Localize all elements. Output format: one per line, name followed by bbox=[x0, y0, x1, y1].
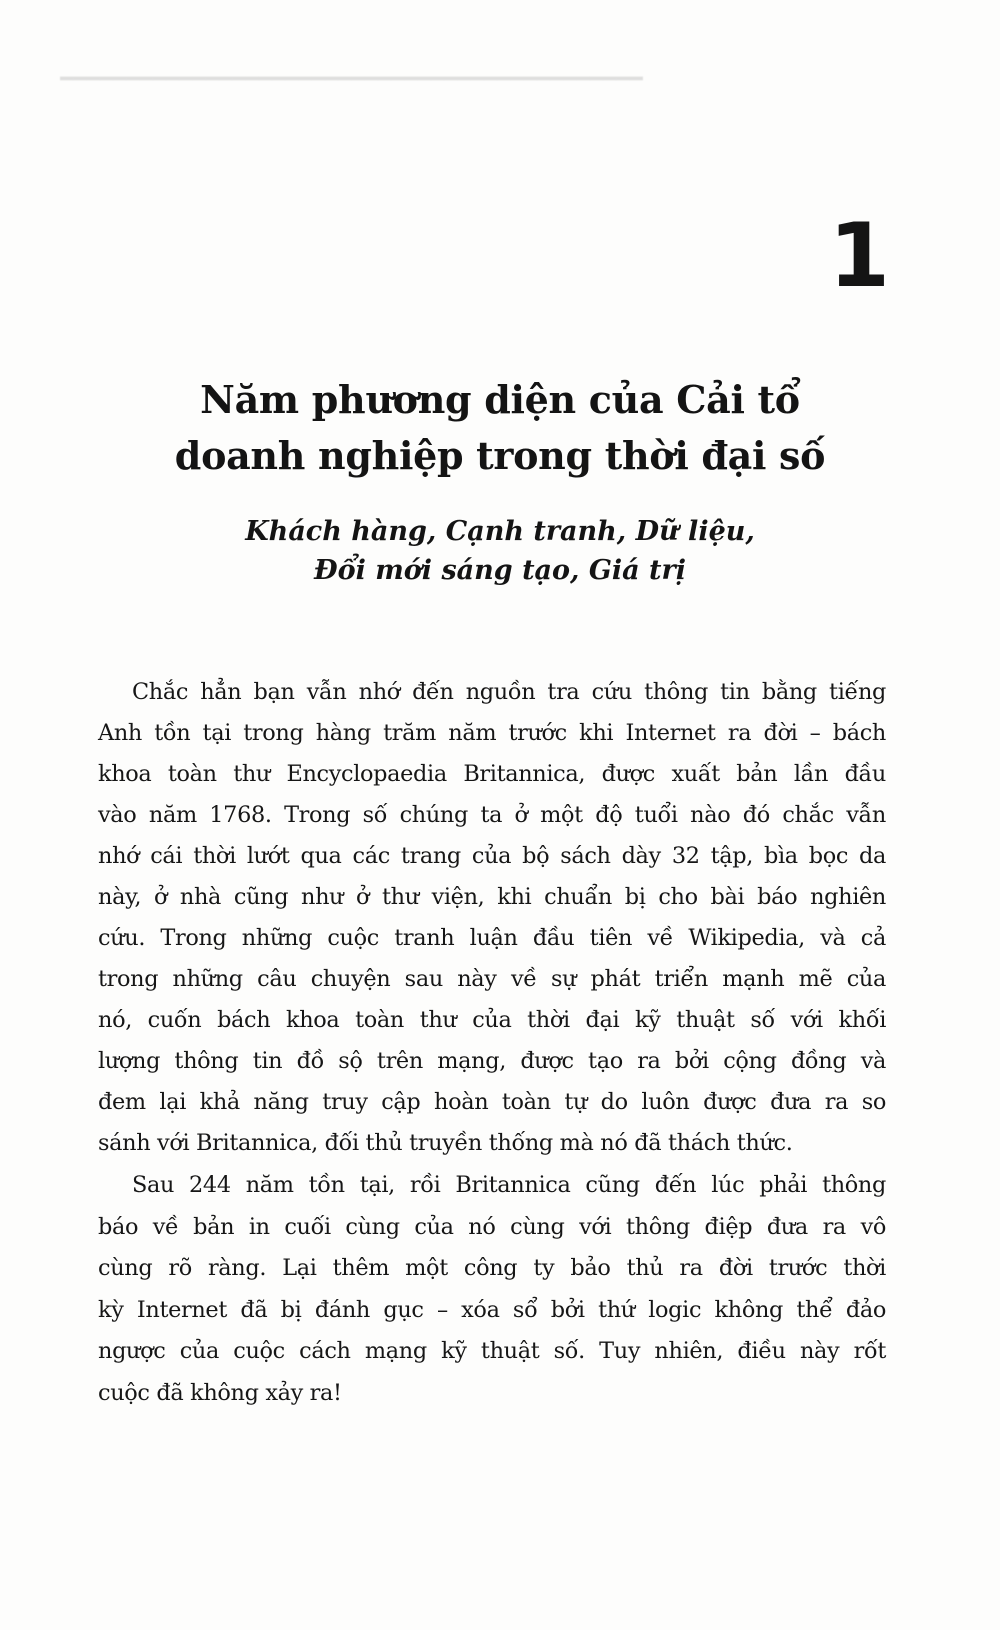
body-paragraph-2 bbox=[98, 1165, 886, 1414]
chapter-subtitle bbox=[180, 512, 820, 590]
text-line: Sau 244 năm tồn tại, rồi Britannica cũng đến lúc phải thông bbox=[132, 1172, 886, 1198]
chapter-title-line: doanh nghiệp trong thời đại số bbox=[174, 433, 826, 478]
chapter-number: 1 bbox=[828, 204, 890, 307]
text-line: vào năm 1768. Trong số chúng ta ở một độ tuổi nào đó chắc vẫn bbox=[98, 802, 886, 828]
bleed-through-text: ━━━━━━━━━━━━━━━━━━━━━━━━━━━━━━━━━━━━━━━━━━━━ bbox=[60, 66, 643, 91]
text-line: trong những câu chuyện sau này về sự phát triển mạnh mẽ của bbox=[98, 966, 886, 992]
text-line: sánh với Britannica, đối thủ truyền thống mà nó đã thách thức. bbox=[98, 1130, 793, 1156]
text-line: cuộc đã không xảy ra! bbox=[98, 1379, 342, 1406]
text-line: nó, cuốn bách khoa toàn thư của thời đại kỹ thuật số với khối bbox=[98, 1007, 886, 1033]
text-line: báo về bản in cuối cùng của nó cùng với thông điệp đưa ra vô bbox=[98, 1213, 886, 1240]
text-line: đem lại khả năng truy cập hoàn toàn tự do luôn được đưa ra so bbox=[98, 1089, 886, 1115]
text-line: này, ở nhà cũng như ở thư viện, khi chuẩn bị cho bài báo nghiên bbox=[98, 884, 886, 910]
text-line: Chắc hẳn bạn vẫn nhớ đến nguồn tra cứu thông tin bằng tiếng bbox=[132, 679, 886, 705]
text-line: cùng rõ ràng. Lại thêm một công ty bảo thủ ra đời trước thời bbox=[98, 1255, 886, 1281]
chapter-subtitle-line: Khách hàng, Cạnh tranh, Dữ liệu, bbox=[245, 516, 755, 547]
text-line: nhớ cái thời lướt qua các trang của bộ sách dày 32 tập, bìa bọc da bbox=[98, 843, 886, 869]
body-paragraph-1 bbox=[98, 672, 886, 1164]
text-line: ngược của cuộc cách mạng kỹ thuật số. Tuy nhiên, điều này rốt bbox=[98, 1338, 886, 1364]
text-line: Anh tồn tại trong hàng trăm năm trước khi Internet ra đời – bách bbox=[98, 720, 886, 746]
chapter-subtitle-line: Đổi mới sáng tạo, Giá trị bbox=[313, 555, 687, 586]
text-line: kỳ Internet đã bị đánh gục – xóa sổ bởi thứ logic không thể đảo bbox=[98, 1296, 886, 1323]
text-line: khoa toàn thư Encyclopaedia Britannica, được xuất bản lần đầu bbox=[98, 761, 886, 787]
text-line: lượng thông tin đồ sộ trên mạng, được tạo ra bởi cộng đồng và bbox=[98, 1048, 886, 1074]
chapter-title bbox=[120, 372, 880, 484]
chapter-title-line: Năm phương diện của Cải tổ bbox=[200, 377, 800, 422]
text-line: cứu. Trong những cuộc tranh luận đầu tiên về Wikipedia, và cả bbox=[98, 925, 886, 951]
